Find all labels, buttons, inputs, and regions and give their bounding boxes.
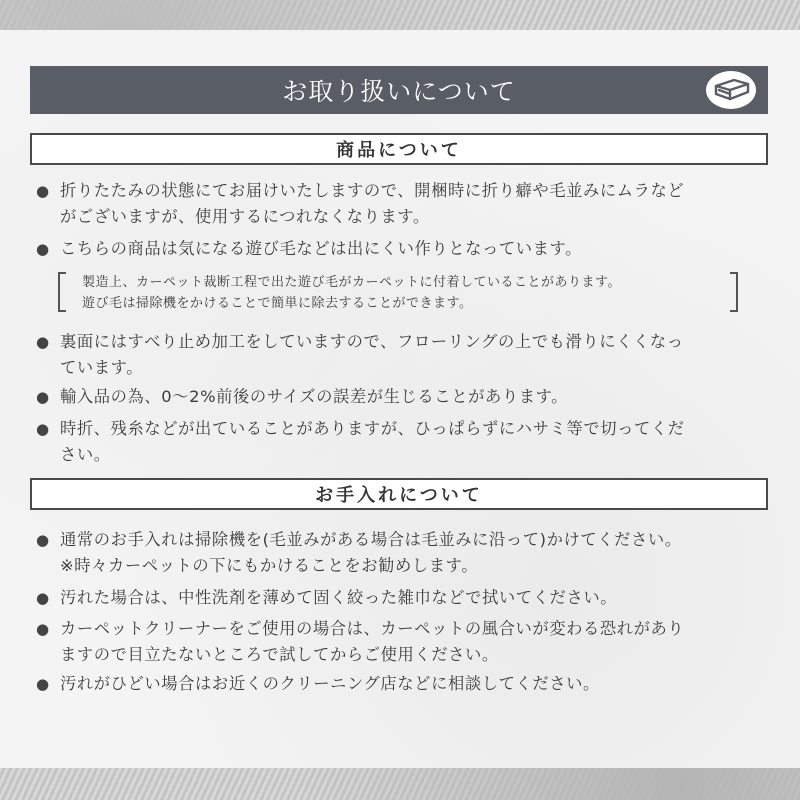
bracket-left: [58, 272, 66, 312]
list-item: ● 汚れた場合は、中性洗剤を薄めて固く絞った雑巾などで拭いてください。: [36, 585, 766, 611]
list-item: ● 通常のお手入れは掃除機を(毛並みがある場合は毛並みに沿って)かけてください。 ※時々カーペットの下にもかけることをお勧めします。: [36, 527, 766, 579]
bullet-icon: ●: [36, 589, 50, 607]
content-panel: [0, 30, 800, 768]
main-title: お取り扱いについて: [282, 77, 516, 106]
list-item: ● カーペットクリーナーをご使用の場合は、カーペットの風合いが変わる恐れがあり ますので目立たないところで試してからご使用ください。: [36, 616, 766, 668]
section-header-care: お手入れについて: [30, 478, 768, 510]
list-item: ● 裏面にはすべり止め加工をしていますので、フローリングの上でも滑りにくくなっ ています。: [36, 329, 766, 381]
bullet-icon: ●: [36, 531, 50, 549]
list-item: ● 輸入品の為、0〜2%前後のサイズの誤差が生じることがあります。: [36, 384, 766, 410]
section-header-product: 商品について: [30, 133, 768, 165]
note-box: 製造上、カーペット裁断工程で出た遊び毛がカーペットに付着していることがあります。 遊び毛は掃除機をかけることで簡単に除去することができます。: [58, 270, 738, 316]
main-header: [30, 66, 768, 114]
list-item: ● こちらの商品は気になる遊び毛などは出にくい作りとなっています。: [36, 236, 766, 262]
bullet-icon: ●: [36, 240, 50, 258]
list-item: ● 汚れがひどい場合はお近くのクリーニング店などに相談してください。: [36, 671, 766, 697]
bullet-icon: ●: [36, 675, 50, 693]
bullet-icon: ●: [36, 333, 50, 351]
bullet-icon: ●: [36, 388, 50, 406]
list-item: ● 折りたたみの状態にてお届けいたしますので、開梱時に折り癖や毛並みにムラなど がございますが、使用するにつれなくなります。: [36, 178, 766, 230]
bullet-icon: ●: [36, 620, 50, 638]
bullet-icon: ●: [36, 420, 50, 438]
rug-icon: [704, 70, 758, 110]
bullet-icon: ●: [36, 182, 50, 200]
bracket-right: [730, 272, 738, 312]
list-item: ● 時折、残糸などが出ていることがありますが、ひっぱらずにハサミ等で切ってくだ さい。: [36, 416, 766, 468]
